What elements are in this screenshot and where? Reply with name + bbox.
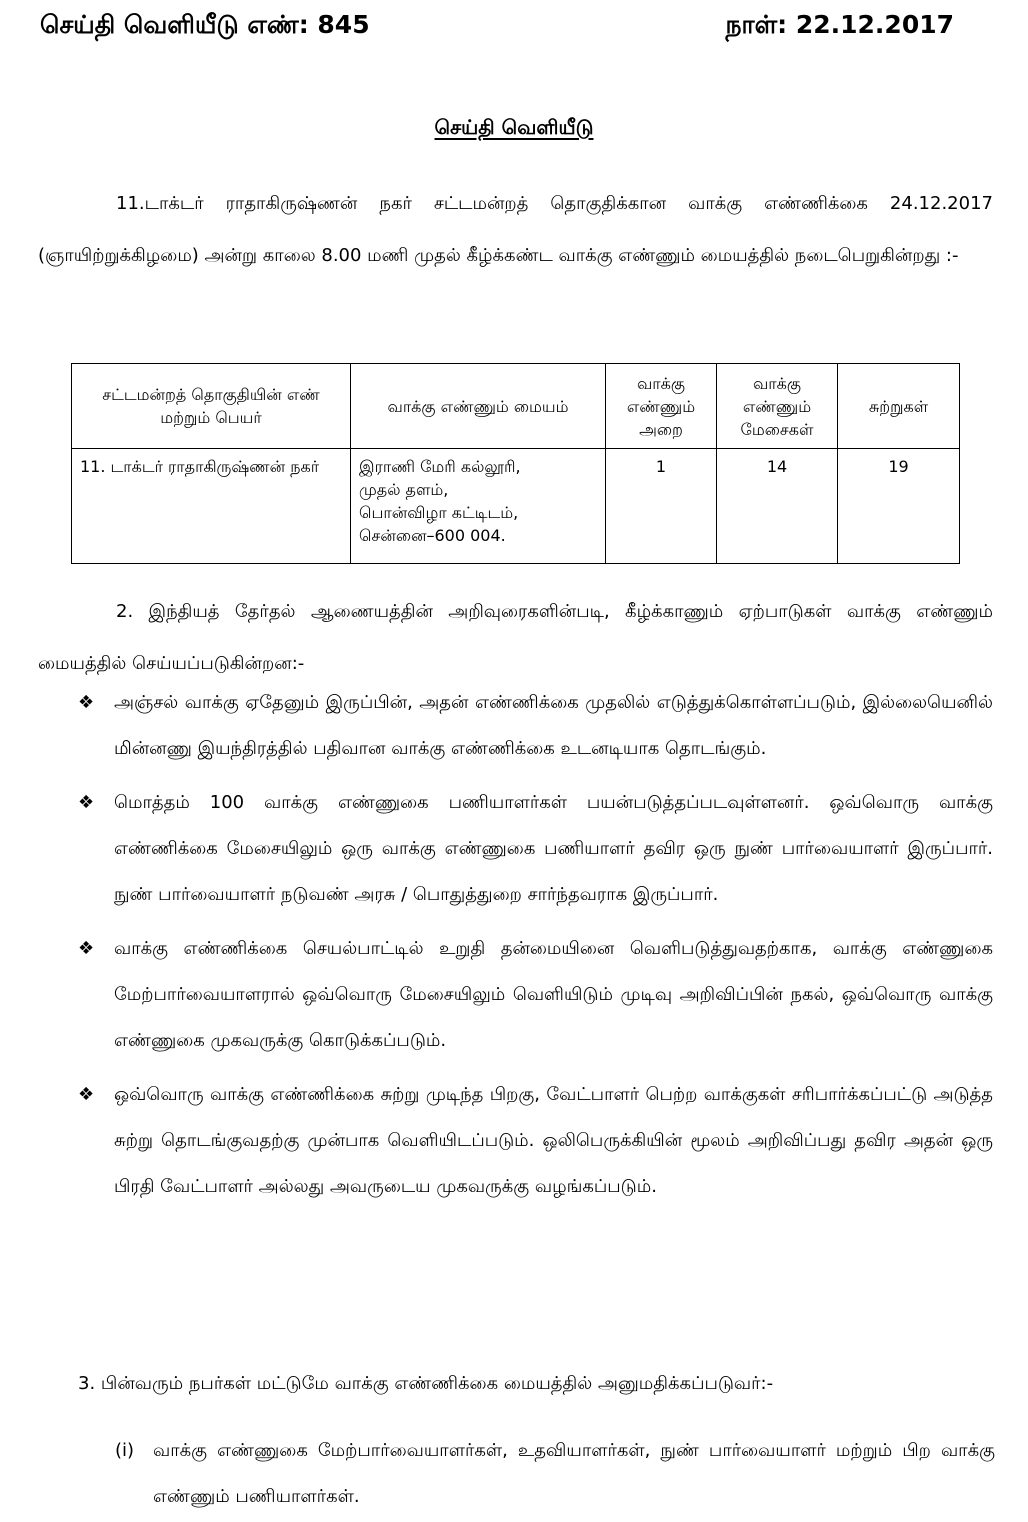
list-item-text: ஒவ்வொரு வாக்கு எண்ணிக்கை சுற்று முடிந்த பிறகு, வேட்பாளர் பெற்ற வாக்குகள் சரிபார்க்கப்பட்டு அடுத்த சுற்று தொடங்குவதற்கு முன்பாக வெளியிடப்படும். ஒலிபெருக்கியின் மூலம் அறிவிப்பது தவிர அதன் ஒரு பிரதி வேட்பாளர் அல்லது அவருடைய முகவருக்கு வழங்கப்படும். <box>114 1084 993 1197</box>
cell-halls: 1 <box>606 449 717 564</box>
list-item <box>78 780 993 918</box>
centre-line: இராணி மேரி கல்லூரி, <box>359 457 521 476</box>
cell-rounds: 19 <box>838 449 960 564</box>
header-rounds: சுற்றுகள் <box>838 364 960 449</box>
intro-paragraph: 11.டாக்டர் ராதாகிருஷ்ணன் நகர் சட்டமன்றத் தொகுதிக்கான வாக்கு எண்ணிக்கை 24.12.2017 (ஞாயிற்றுக்கிழமை) அன்று காலை 8.00 மணி முதல் கீழ்க்கண்ட வாக்கு எண்ணும் மையத்தில் நடைபெறுகின்றது :- <box>38 193 993 266</box>
cell-counting-centre <box>351 449 606 564</box>
bullet-icon: ❖ <box>78 692 95 713</box>
document-title: செய்தி வெளியீடு <box>434 115 594 139</box>
sub-item-marker: (i) <box>115 1440 135 1461</box>
table-header-row <box>72 364 960 449</box>
list-item <box>78 926 993 1064</box>
header-counting-hall: வாக்கு எண்ணும் அறை <box>606 364 717 449</box>
list-item <box>78 1072 993 1210</box>
arrangements-list <box>78 680 993 1218</box>
header-counting-tables: வாக்கு எண்ணும் மேசைகள் <box>717 364 838 449</box>
table-row <box>72 449 960 564</box>
bullet-icon: ❖ <box>78 792 95 813</box>
permitted-persons-paragraph: 3. பின்வரும் நபர்கள் மட்டுமே வாக்கு எண்ணிக்கை மையத்தில் அனுமதிக்கப்படுவர்:- <box>78 1373 774 1394</box>
cell-tables: 14 <box>717 449 838 564</box>
release-date: நாள்: 22.12.2017 <box>725 10 954 39</box>
cell-constituency: 11. டாக்டர் ராதாகிருஷ்ணன் நகர் <box>72 449 351 564</box>
list-item-text: அஞ்சல் வாக்கு ஏதேனும் இருப்பின், அதன் எண்ணிக்கை முதலில் எடுத்துக்கொள்ளப்படும், இல்லையெனில் மின்னணு இயந்திரத்தில் பதிவான வாக்கு எண்ணிக்கை உடனடியாக தொடங்கும். <box>114 692 993 759</box>
list-item-text: வாக்கு எண்ணிக்கை செயல்பாட்டில் உறுதி தன்மையினை வெளிபடுத்துவதற்காக, வாக்கு எண்ணுகை மேற்பார்வையாளரால் ஒவ்வொரு மேசையிலும் வெளியிடும் முடிவு அறிவிப்பின் நகல், ஒவ்வொரு வாக்கு எண்ணுகை முகவருக்கு கொடுக்கப்படும். <box>114 938 993 1051</box>
list-item-text: மொத்தம் 100 வாக்கு எண்ணுகை பணியாளர்கள் பயன்படுத்தப்படவுள்ளனர். ஒவ்வொரு வாக்கு எண்ணிக்கை மேசையிலும் ஒரு வாக்கு எண்ணுகை பணியாளர் தவிர ஒரு நுண் பார்வையாளர் இருப்பார். நுண் பார்வையாளர் நடுவண் அரசு / பொதுத்துறை சார்ந்தவராக இருப்பார். <box>114 792 993 905</box>
list-item <box>78 680 993 772</box>
bullet-icon: ❖ <box>78 938 95 959</box>
release-number: செய்தி வெளியீடு எண்: 845 <box>40 10 370 39</box>
bullet-icon: ❖ <box>78 1084 95 1105</box>
header-constituency: சட்டமன்றத் தொகுதியின் எண் மற்றும் பெயர் <box>72 364 351 449</box>
sub-item-text: வாக்கு எண்ணுகை மேற்பார்வையாளர்கள், உதவியாளர்கள், நுண் பார்வையாளர் மற்றும் பிற வாக்கு எண்ணும் பணியாளர்கள். <box>153 1440 995 1507</box>
arrangements-paragraph: 2. இந்தியத் தேர்தல் ஆணையத்தின் அறிவுரைகளின்படி, கீழ்க்காணும் ஏற்பாடுகள் வாக்கு எண்ணும் மையத்தில் செய்யப்படுகின்றன:- <box>38 601 993 674</box>
counting-centre-table <box>71 363 960 564</box>
centre-line: பொன்விழா கட்டிடம், <box>359 503 519 522</box>
centre-line: சென்னை–600 004. <box>359 526 506 545</box>
header-counting-centre: வாக்கு எண்ணும் மையம் <box>351 364 606 449</box>
centre-line: முதல் தளம், <box>359 480 449 499</box>
sub-item <box>115 1428 995 1520</box>
